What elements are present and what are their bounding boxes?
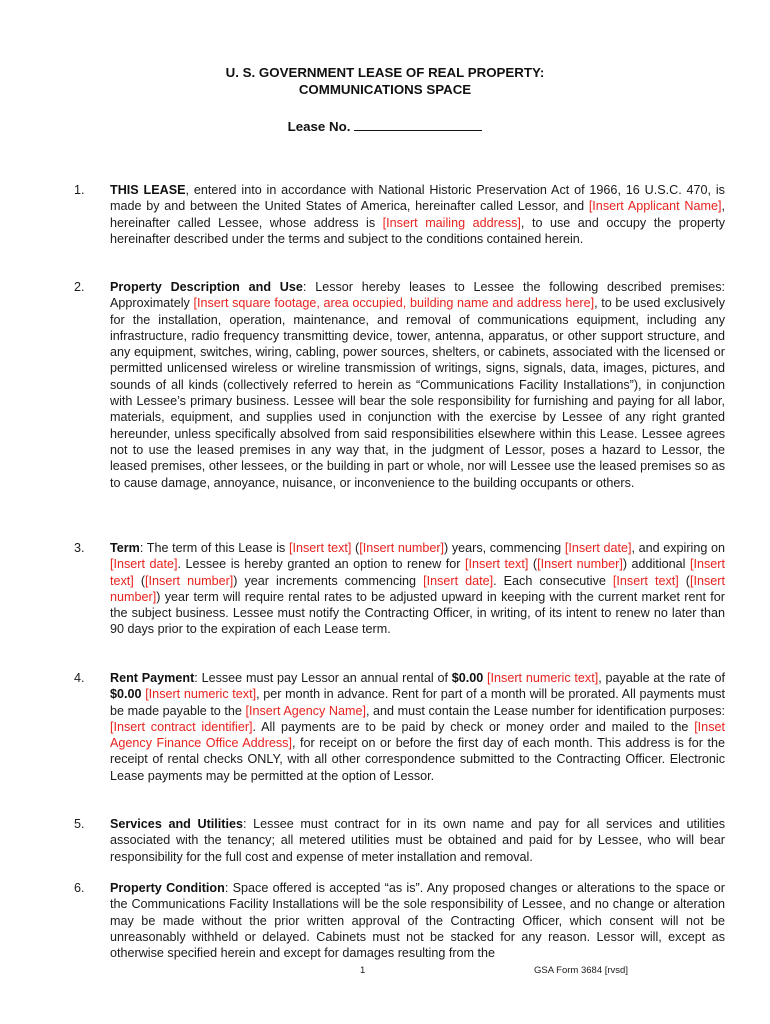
clause-text: : Lessee must pay Lessor an annual rental of [194, 671, 452, 685]
document-title-line-1: U. S. GOVERNMENT LEASE OF REAL PROPERTY: [225, 65, 545, 80]
lease-clause-1 [74, 182, 725, 247]
placeholder-field: [Insert date] [423, 573, 494, 588]
clause-text: . All payments are to be paid by check or money order and mailed to the [252, 719, 695, 734]
clause-text: ) year increments commencing [233, 573, 424, 588]
placeholder-premises: [Insert square footage, area occupied, building name and address here] [193, 296, 595, 311]
clause-text: , per month in advance. Rent for part of a month will be prorated. All payments must be made payable to the [110, 687, 725, 718]
placeholder-field: [Insert number] [359, 541, 445, 555]
clause-heading: Rent Payment [110, 671, 195, 685]
clause-number: 2. [74, 280, 85, 294]
clause-text: ) additional [622, 557, 690, 572]
clause-text: ( [351, 541, 360, 555]
clause-number: 6. [74, 881, 85, 895]
placeholder-field: [Insert numeric text] [487, 671, 599, 685]
clause-text: , and must contain the Lease number for identification purposes: [365, 703, 725, 718]
placeholder-field: [Insert number] [145, 573, 234, 588]
clause-number: 3. [74, 541, 85, 555]
lease-clause-6 [74, 880, 725, 961]
clause-text: : Lessor hereby leases to Lessee the following described premises: Approximately [110, 280, 725, 311]
clause-text: , to be used exclusively for the installation, operation, maintenance, and removal of communications equipment, including any infrastructure, radio frequency transmitting device, tower, antenna, apparatus, or other support structure, and any equipment, switches, wiring, cabling, power sources, shelters, or cabinets, associated with the licensed or permitted unlicensed wireless or wireline transmission of writings, signs, signals, data, images, pictures, and sounds of all kinds (collectively referred to herein as “Communications Facility Installations”), in conjunction with Lessee’s primary business. Lessee will bear the sole responsibility for furnishing and paying for all labor, materials, equipment, and supplies used in conjunction with the exercise by Lessee of any right granted hereunder, unless specifically absolved from said responsibilities elsewhere within this Lease. Lessee agrees not to use the leased premises in any way that, in the judgment of Lessor, poses a hazard to Lessor, the leased premises, other lessees, or the building in part or whole, nor will Lessee use the leased premises so as to cause damage, annoyance, nuisance, or inconvenience to the building occupants or others. [110, 296, 725, 490]
clause-heading: THIS LEASE [110, 183, 186, 197]
lease-clause-3 [74, 540, 725, 638]
placeholder-field: [Insert text] [465, 557, 529, 572]
placeholder-field: [Insert text] [110, 557, 725, 588]
placeholder-mailing-address: [Insert mailing address] [382, 215, 521, 230]
annual-rent-amount: $0.00 [451, 671, 484, 685]
clause-number: 1. [74, 183, 85, 197]
lease-number-blank [354, 117, 482, 131]
clause-text: , payable at the rate of [598, 671, 725, 685]
placeholder-field: [Insert date] [110, 557, 178, 572]
placeholder-field: [Insert contract identifier] [110, 719, 253, 734]
clause-text: , to use and occupy the property hereinafter described under the terms and subject to the conditions contained herein. [110, 215, 725, 246]
clause-heading: Services and Utilities [110, 817, 244, 831]
clause-text: : The term of this Lease is [139, 541, 289, 555]
lease-number-label: Lease No. [287, 119, 351, 134]
monthly-rent-amount: $0.00 [110, 687, 142, 702]
placeholder-field: [Insert Agency Name] [245, 703, 366, 718]
document-title-line-2: COMMUNICATIONS SPACE [298, 82, 472, 97]
placeholder-field: [Insert text] [612, 573, 679, 588]
clause-number: 4. [74, 671, 85, 685]
page-number: 1 [360, 965, 366, 976]
clause-text: : Space offered is accepted “as is”. Any proposed changes or alterations to the space or the Communications Facility Installations will be the sole responsibility of Lessee, and no change or alteration may be made without the prior written approval of the Contracting Officer, which consent will not be unreasonably withheld or delayed. Cabinets must not be stacked for any reason. Lessor will, except as otherwise specified herein and except for damages resulting from the [110, 881, 725, 961]
clause-text: ( [528, 557, 538, 572]
clause-text: . Each consecutive [493, 573, 613, 588]
clause-heading: Property Description and Use [110, 280, 303, 294]
placeholder-field: [Insert date] [564, 541, 632, 555]
form-identifier: GSA Form 3684 [rvsd] [534, 965, 628, 976]
lease-clause-5 [74, 816, 726, 865]
clause-heading: Term [110, 541, 140, 555]
placeholder-field: [Insert text] [288, 541, 352, 555]
clause-text: , and expiring on [631, 541, 725, 555]
placeholder-field: [Inset Agency Finance Office Address] [110, 719, 725, 751]
placeholder-field: [Insert numeric text] [145, 687, 257, 702]
placeholder-field: [Insert number] [537, 557, 623, 572]
clause-text: : Lessee must contract for in its own name and pay for all services and utilities associated with the tenancy; all metered utilities must be obtained and paid for by Lessee, who will bear responsibility for the full cost and expense of meter installation and removal. [110, 817, 726, 864]
clause-text: ) year term will require rental rates to be adjusted upward in keeping with the current market rent for the subject business. Lessee must notify the Contracting Officer, in writing, of its intent to renew no later than 90 days prior to the expiration of each Lease term. [110, 589, 725, 637]
lease-clause-4 [74, 670, 725, 784]
clause-text: ( [678, 573, 690, 588]
lease-number-line [0, 117, 770, 134]
clause-text: ( [133, 573, 146, 588]
clause-text: , for receipt on or before the first day of each month. This address is for the receipt of rental checks ONLY, with all other correspondence submitted to the Contracting Officer. Electronic Lease payments may be permitted at the option of Lessor. [110, 736, 725, 783]
placeholder-applicant-name: [Insert Applicant Name] [588, 199, 722, 214]
clause-heading: Property Condition [110, 881, 225, 895]
clause-text: ) years, commencing [444, 541, 565, 555]
clause-text: , entered into in accordance with National Historic Preservation Act of 1966, 16 U.S.C. 470, is made by and between the United States of America, hereinafter called Lessor, and [110, 183, 725, 214]
clause-text: , hereinafter called Lessee, whose address is [110, 199, 725, 230]
clause-number: 5. [74, 817, 85, 831]
clause-text: . Lessee is hereby granted an option to renew for [177, 557, 466, 572]
lease-clause-2 [74, 279, 725, 491]
placeholder-field: [Insert number] [110, 573, 725, 604]
